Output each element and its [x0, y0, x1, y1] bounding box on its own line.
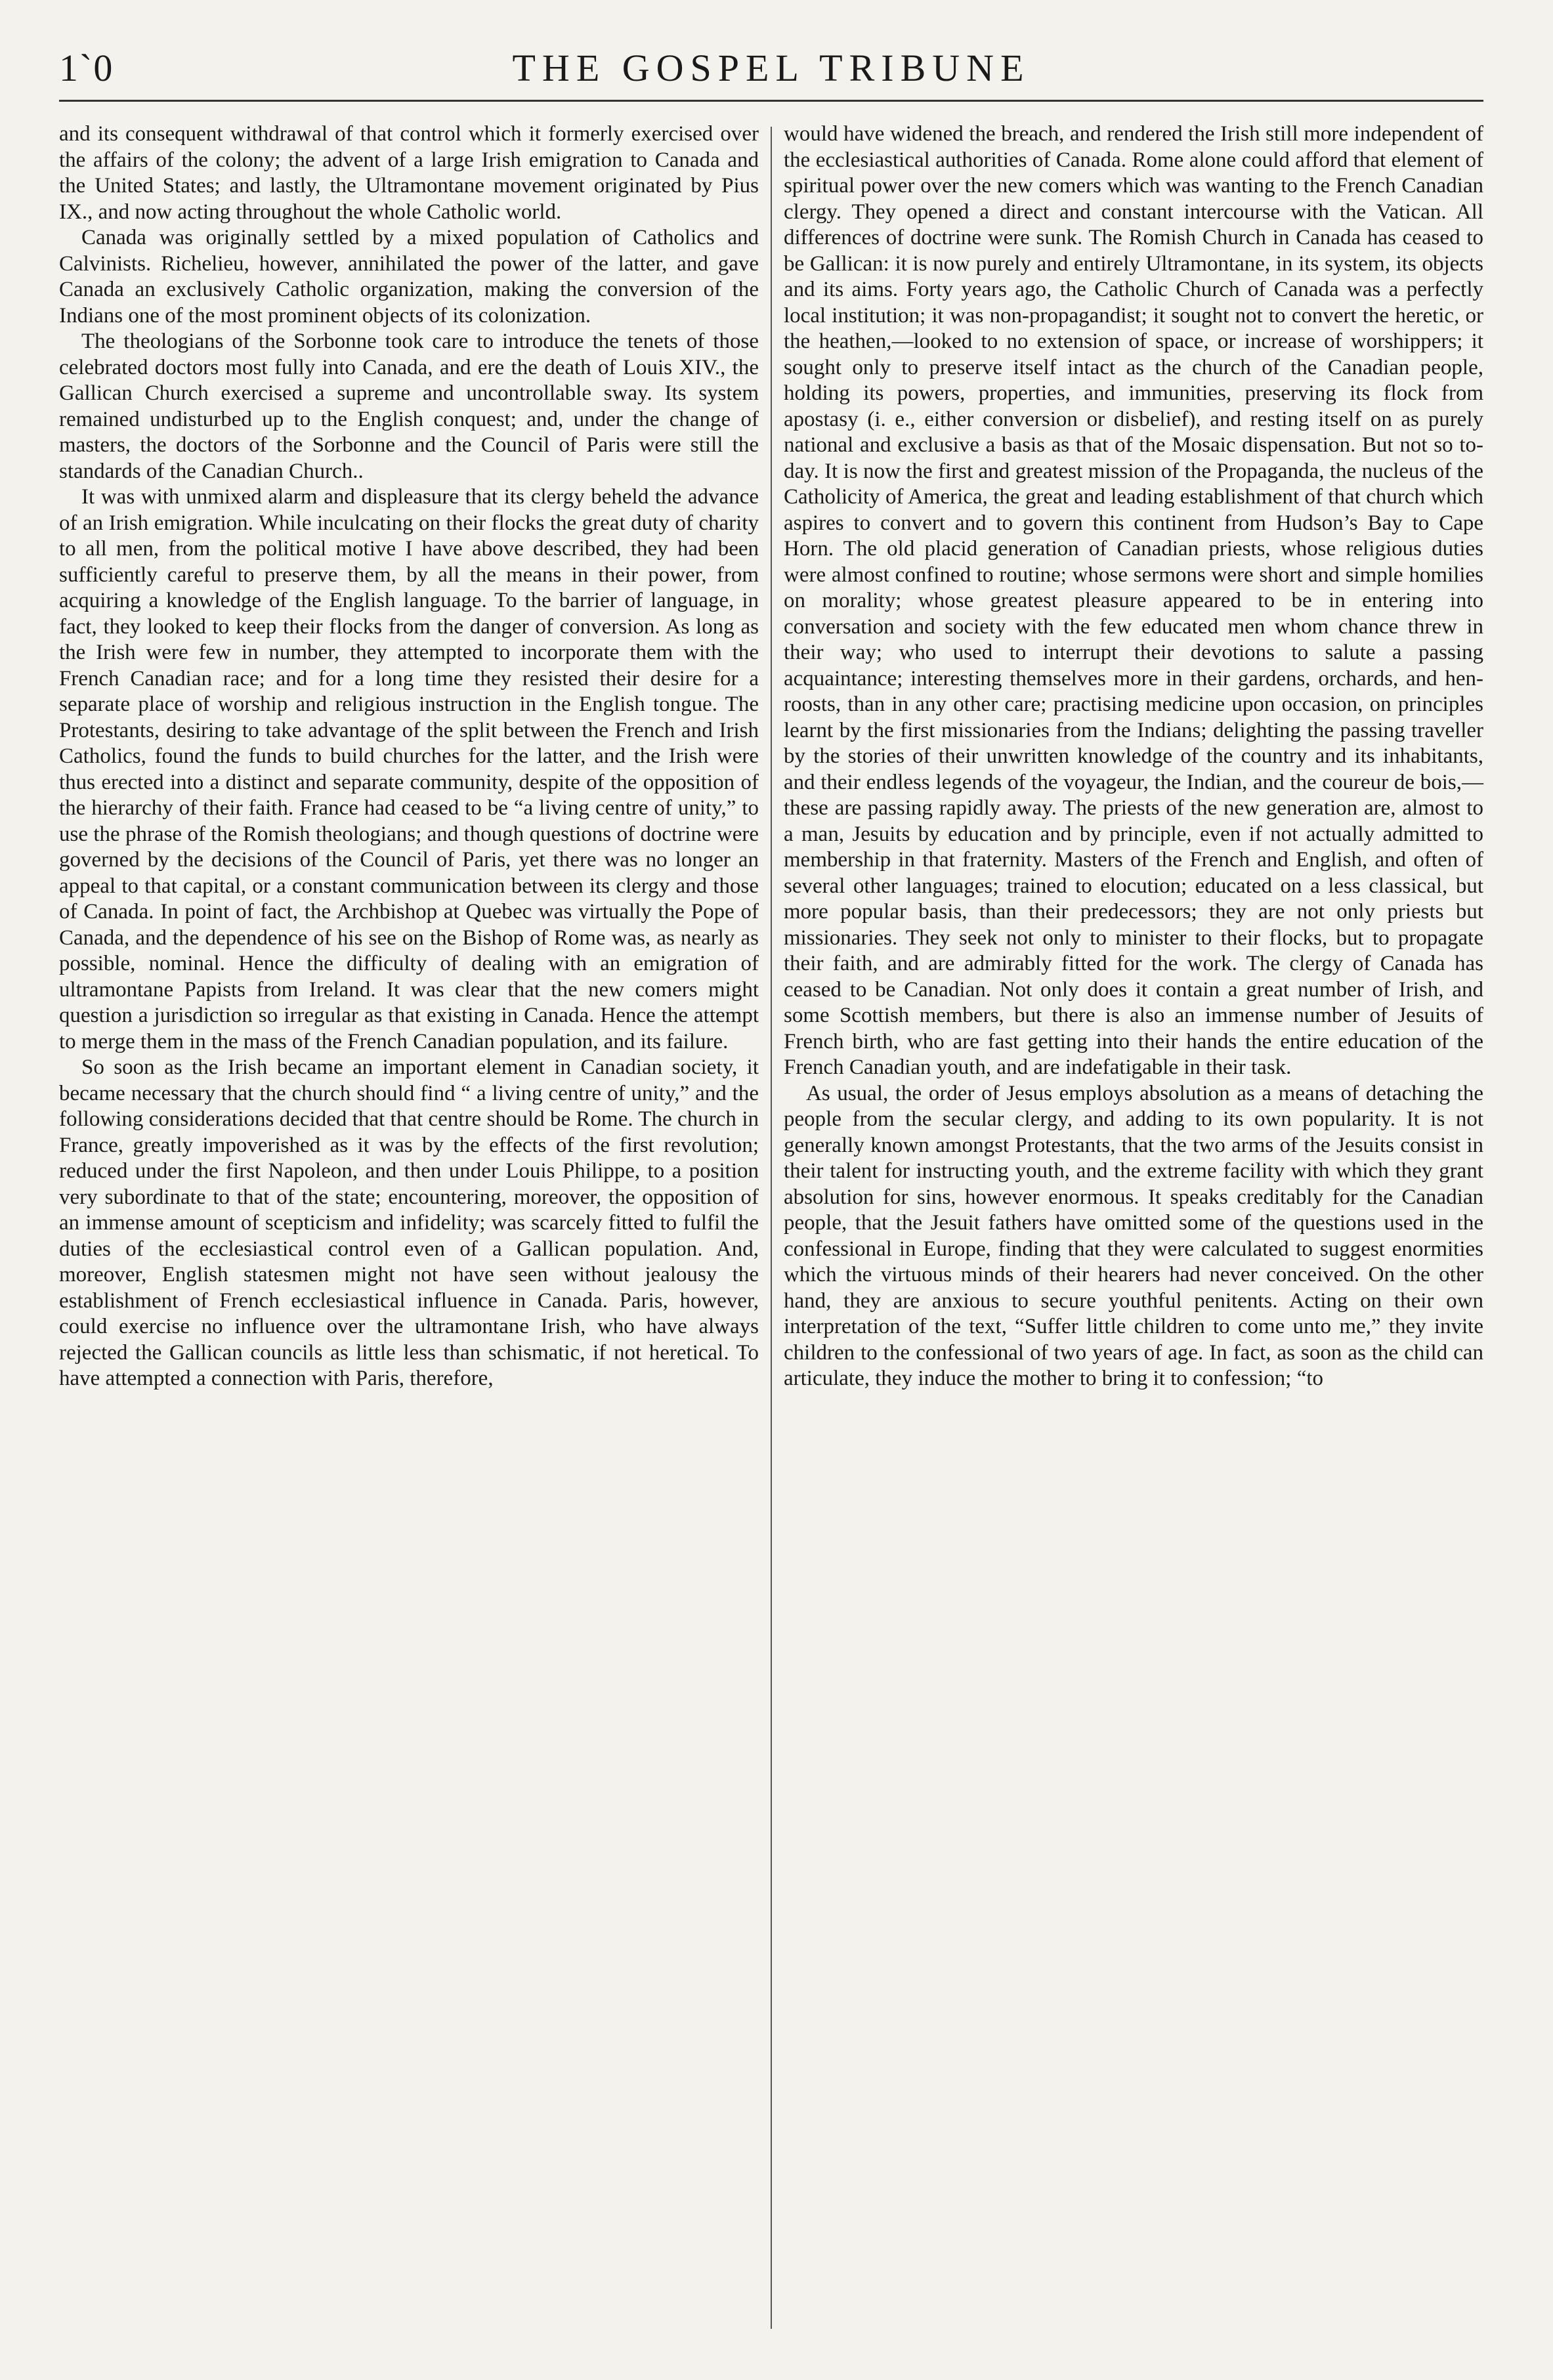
right-column: [772, 121, 1483, 2337]
paragraph: The theologians of the Sorbonne took care to introduce the tenets of those celebrated doctors most fully into Canada, and ere the death of Louis XIV., the Gallican Church exercised a supreme and uncontrollable sway. Its system remained undisturbed up to the English conquest; and, under the change of masters, the doctors of the Sorbonne and the Council of Paris were still the standards of the Canadian Church..: [59, 329, 759, 483]
page-header: [59, 39, 1483, 105]
left-column: [59, 121, 771, 2337]
page-number: 1`0: [59, 47, 114, 89]
paragraph: Canada was originally settled by a mixed population of Catholics and Calvinists. Richelieu, however, annihilated the power of the latter, and gave Canada an exclusively Catholic organization, making the conversion of the Indians one of the most prominent objects of its colonization.: [59, 226, 759, 328]
paragraph: As usual, the order of Jesus employs absolution as a means of detaching the people from the secular clergy, and adding to its own popularity. It is not generally known amongst Protestants, that the two arms of the Jesuits consist in their talent for instructing youth, and the extreme facility with which they grant absolution for sins, however enormous. It speaks creditably for the Canadian people, that the Jesuit fathers have omitted some of the questions used in the confessional in Europe, finding that they were calculated to suggest enormities which the virtuous minds of their hearers had never conceived. On the other hand, they are anxious to secure youthful penitents. Acting on their own interpretation of the text, “Suffer little children to come unto me,” they invite children to the confessional of two years of age. In fact, as soon as the child can articulate, they induce the mother to bring it to confession; “to: [784, 1081, 1483, 1390]
paragraph: It was with unmixed alarm and displeasure that its clergy beheld the advance of an Irish emigration. While inculcating on their flocks the great duty of charity to all men, from the political motive I have above described, they had been sufficiently careful to preserve them, by all the means in their power, from acquiring a knowledge of the English language. To the barrier of language, in fact, they looked to keep their flocks from the danger of conversion. As long as the Irish were few in number, they attempted to incorporate them with the French Canadian race; and for a long time they resisted their desire for a separate place of worship and religious instruction in the English tongue. The Protestants, desiring to take advantage of the split between the French and Irish Catholics, found the funds to build churches for the latter, and the Irish were thus erected into a distinct and separate community, despite of the opposition of the hierarchy of their faith. France had ceased to be “a living centre of unity,” to use the phrase of the Romish theologians; and though questions of doctrine were governed by the decisions of the Council of Paris, yet there was no longer an appeal to that capital, or a constant communication between its clergy and those of Canada. In point of fact, the Archbishop at Quebec was virtually the Pope of Canada, and the dependence of his see on the Bishop of Rome was, as nearly as possible, nominal. Hence the difficulty of dealing with an emigration of ultramontane Papists from Ireland. It was clear that the new comers might question a jurisdiction so irregular as that existing in Canada. Hence the attempt to merge them in the mass of the French Canadian population, and its failure.: [59, 485, 759, 1053]
paragraph: So soon as the Irish became an important element in Canadian society, it became necessary that the church should find “ a living centre of unity,” and the following considerations decided that that centre should be Rome. The church in France, greatly impoverished as it was by the effects of the first revolution; reduced under the first Napoleon, and then under Louis Philippe, to a position very subordinate to that of the state; encountering, moreover, the opposition of an immense amount of scepticism and infidelity; was scarcely fitted to fulfil the duties of the ecclesiastical control even of a Gallican population. And, moreover, English statesmen might not have seen without jealousy the establishment of French ecclesiastical influence in Canada. Paris, however, could exercise no influence over the ultramontane Irish, who have always rejected the Gallican councils as little less than schismatic, if not heretical. To have attempted a connection with Paris, therefore,: [59, 1055, 759, 1390]
header-rule: [59, 100, 1483, 102]
running-title: THE GOSPEL TRIBUNE: [512, 47, 1031, 89]
paragraph: and its consequent withdrawal of that control which it formerly exercised over the affairs of the colony; the advent of a large Irish emigration to Canada and the United States; and lastly, the Ultramontane movement originated by Pius IX., and now acting throughout the whole Catholic world.: [59, 122, 759, 224]
text-columns: [59, 121, 1483, 2337]
newspaper-page: [59, 39, 1483, 2337]
paragraph: would have widened the breach, and rendered the Irish still more independent of the ecclesiastical authorities of Canada. Rome alone could afford that element of spiritual power over the new comers which was wanting to the French Canadian clergy. They opened a direct and constant intercourse with the Vatican. All differences of doctrine were sunk. The Romish Church in Canada has ceased to be Gallican: it is now purely and entirely Ultramontane, in its system, its objects and its aims. Forty years ago, the Catholic Church of Canada was a perfectly local institution; it was non-propagandist; it sought not to convert the heretic, or the heathen,—looked to no extension of space, or increase of worshippers; it sought only to preserve itself intact as the church of the Canadian people, holding its powers, properties, and immunities, preserving its flock from apostasy (i. e., either conversion or disbelief), and resting itself on as purely national and exclusive a basis as that of the Mosaic dispensation. But not so to-day. It is now the first and greatest mission of the Propaganda, the nucleus of the Catholicity of America, the great and leading establishment of that church which aspires to convert and to govern this continent from Hudson’s Bay to Cape Horn. The old placid generation of Canadian priests, whose religious duties were almost confined to routine; whose sermons were short and simple homilies on morality; whose greatest pleasure appeared to be in entering into conversation and society with the few educated men whom chance threw in their way; who used to interrupt their devotions to salute a passing acquaintance; interesting themselves more in their gardens, orchards, and hen-roosts, than in any other care; practising medicine upon occasion, on principles learnt by the first missionaries from the Indians; delighting the passing traveller by the stories of their unwritten knowledge of the country and its inhabitants, and their endless legends of the voyageur, the Indian, and the coureur de bois,—these are passing rapidly away. The priests of the new generation are, almost to a man, Jesuits by education and by principle, even if not actually admitted to membership in that fraternity. Masters of the French and English, and often of several other languages; trained to elocution; educated on a less classical, but more popular basis, than their predecessors; they are not only priests but missionaries. They seek not only to minister to their flocks, but to propagate their faith, and are admirably fitted for the work. The clergy of Canada has ceased to be Canadian. Not only does it contain a great number of Irish, and some Scottish members, but there is also an immense number of Jesuits of French birth, who are fast getting into their hands the entire education of the French Canadian youth, and are indefatigable in their task.: [784, 122, 1483, 1079]
